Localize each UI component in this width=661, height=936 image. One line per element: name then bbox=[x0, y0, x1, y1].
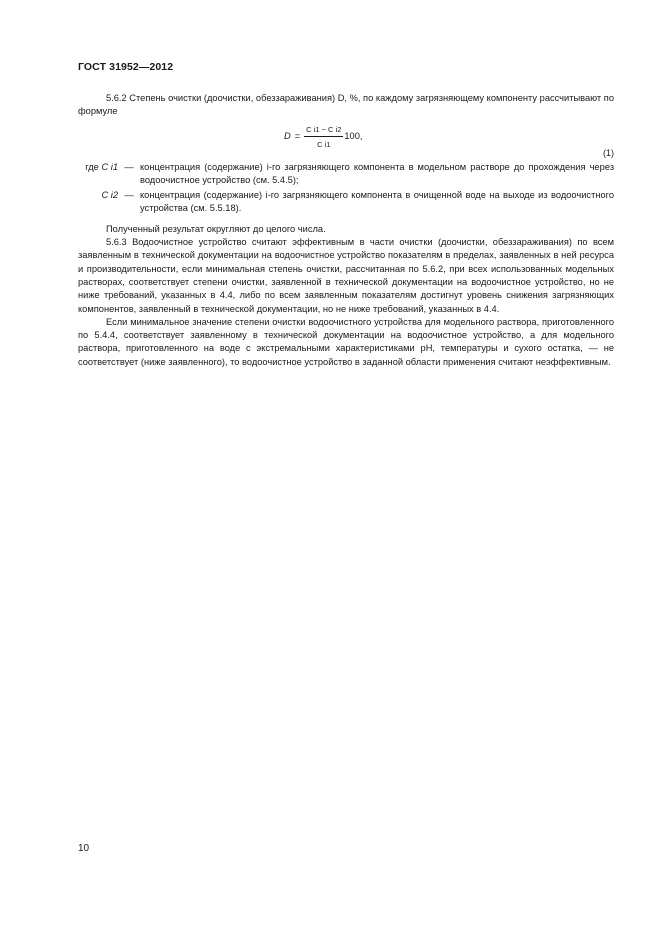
formula-equals: = bbox=[294, 131, 301, 142]
formula-numerator: C i1 − C i2 bbox=[304, 125, 343, 137]
paragraph-5-6-3: 5.6.3 Водоочистное устройство считают эффективным в части очистки (доочистки, обеззараживания) по всем заявленным в технической документации на водоочистное устройство показателям в пределах, заявленных в ней ресурса и производительности, если минимальная степень очистки, рассчитанная по 5.6.2, при всех использованных модельных растворах, соответствует степени очистки, заявленной в технической документации на водоочистное устройство, но не ниже требований, указанных в 4.4, либо по всем заявленным показателям достигнут уровень снижения загрязняющих компонентов, заявленный в технической документации, но не ниже требований, указанных в 4.4. bbox=[78, 237, 614, 314]
paragraph-5-6-2: 5.6.2 Степень очистки (доочистки, обеззараживания) D, %, по каждому загрязняющему компоненту рассчитывают по формуле bbox=[78, 93, 614, 117]
formula bbox=[284, 125, 363, 150]
formula-denominator: C i1 bbox=[317, 139, 331, 149]
formula-number: (1) bbox=[603, 147, 614, 158]
where-prefix: где bbox=[85, 161, 99, 172]
document-body bbox=[78, 92, 614, 369]
where-definitions bbox=[78, 161, 614, 216]
formula-tail: 100, bbox=[344, 131, 363, 142]
symbol-ci1: C i1 bbox=[101, 161, 118, 172]
where-text-ci2: концентрация (содержание) i-го загрязняющего компонента в очищенной воде на выходе из водоочистного устройства (см. 5.5.18). bbox=[140, 190, 614, 214]
paragraph-minimum-value: Если минимальное значение степени очистки водоочистного устройства для модельного раствора, приготовленного по 5.4.4, соответствует заявленному в технической документации на водоочистное устройство, а для модельного раствора, приготовленного на воде с экстремальными характеристиками pH, температуры и сухого остатка, — не соответствует (ниже заявленного), то водоочистное устройство в заданной области применения считают неэффективным. bbox=[78, 316, 614, 367]
page-number: 10 bbox=[78, 843, 90, 854]
where-symbol-ci1 bbox=[78, 161, 118, 174]
where-dash: — bbox=[124, 161, 134, 172]
document-header: ГОСТ 31952—2012 bbox=[78, 61, 174, 73]
where-row-ci1 bbox=[78, 161, 614, 188]
paragraph-rounding: Полученный результат округляют до целого числа. bbox=[106, 223, 326, 234]
formula-fraction bbox=[304, 125, 343, 150]
formula-block bbox=[78, 123, 614, 157]
where-row-ci2 bbox=[78, 189, 614, 216]
symbol-ci2: C i2 bbox=[101, 190, 118, 201]
where-dash: — bbox=[124, 190, 134, 201]
where-text-ci1: концентрация (содержание) i-го загрязняющего компонента в модельном растворе до прохождения через водоочистное устройство (см. 5.4.5); bbox=[140, 161, 614, 185]
formula-lhs: D bbox=[284, 131, 291, 142]
where-symbol-ci2 bbox=[78, 189, 118, 202]
